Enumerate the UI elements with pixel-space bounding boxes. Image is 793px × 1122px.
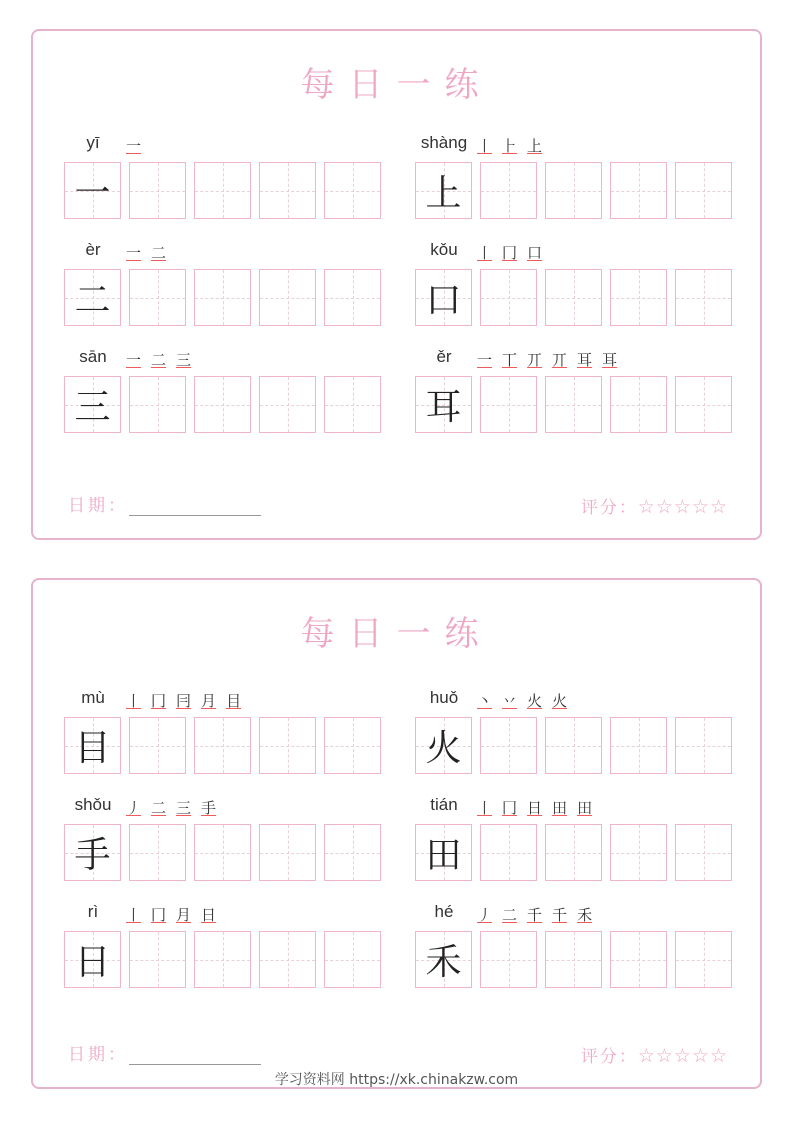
rating-stars[interactable]: ☆☆☆☆☆ [637,1045,728,1067]
writing-grid-row [415,824,732,881]
practice-box[interactable] [545,162,602,219]
practice-item [64,236,384,336]
date-field[interactable] [129,515,261,516]
card-title: 每日一练 [300,65,493,105]
model-character-box [64,376,121,433]
practice-box[interactable] [194,269,251,326]
practice-item [64,791,384,891]
stroke-step: 日 [527,798,543,817]
stroke-step: 一 [126,243,142,262]
model-character: 二 [74,280,111,321]
score-area [581,1042,728,1067]
practice-item [415,791,735,891]
stroke-step: 耳 [602,350,618,369]
date-label: 日期： [68,496,128,516]
practice-box[interactable] [610,376,667,433]
model-character: 耳 [425,387,462,428]
model-character-box [415,376,472,433]
writing-grid-row [64,931,381,988]
model-character-box [415,717,472,774]
stroke-step: 火 [552,691,568,710]
score-label: 评分： [580,1047,638,1067]
practice-box[interactable] [480,824,537,881]
practice-box[interactable] [675,717,732,774]
practice-item [64,343,384,443]
practice-box[interactable] [259,824,316,881]
pinyin-label: huǒ [429,688,459,707]
practice-box[interactable] [480,162,537,219]
stroke-step: ⺊ [502,136,518,155]
stroke-order [126,345,191,373]
practice-item [415,343,735,443]
practice-item [64,898,384,998]
stroke-step: 丨 [477,243,493,262]
model-character: 手 [74,835,111,876]
practice-box[interactable] [324,162,381,219]
stroke-order [477,131,542,159]
practice-box[interactable] [545,931,602,988]
stroke-step: 丶 [477,691,493,710]
practice-box[interactable] [194,824,251,881]
stroke-step: 耳 [577,350,593,369]
pinyin-label: shàng [420,133,468,152]
model-character-box [64,717,121,774]
model-character-box [415,931,472,988]
stroke-step: 三 [176,798,192,817]
practice-item [415,129,735,229]
stroke-step: 二 [151,243,167,262]
model-character-box [415,269,472,326]
practice-box[interactable] [324,824,381,881]
stroke-step: 二 [151,798,167,817]
practice-box[interactable] [194,162,251,219]
stroke-order [126,900,216,928]
rating-stars[interactable]: ☆☆☆☆☆ [637,496,728,518]
writing-grid-row [64,162,381,219]
stroke-step: 一 [126,136,142,155]
practice-item [64,129,384,229]
practice-box[interactable] [259,717,316,774]
practice-box[interactable] [610,717,667,774]
practice-box[interactable] [675,162,732,219]
practice-box[interactable] [610,269,667,326]
stroke-step: 田 [552,798,568,817]
stroke-step: 月 [176,905,192,924]
stroke-step: 冂 [151,691,167,710]
practice-item [415,898,735,998]
writing-grid-row [415,269,732,326]
stroke-step: 丿 [126,798,142,817]
practice-box[interactable] [324,376,381,433]
practice-box[interactable] [610,824,667,881]
writing-grid-row [64,269,381,326]
stroke-step: 口 [527,243,543,262]
model-character-box [415,824,472,881]
stroke-step: 三 [176,350,192,369]
model-character: 目 [74,728,111,769]
practice-box[interactable] [675,376,732,433]
practice-box[interactable] [194,376,251,433]
pinyin-label: yī [86,133,100,152]
practice-card-2 [31,578,762,1089]
stroke-step: 冂 [502,243,518,262]
stroke-step: 丨 [477,136,493,155]
practice-box[interactable] [259,162,316,219]
practice-box[interactable] [480,376,537,433]
stroke-step: 冂 [151,905,167,924]
stroke-step: 丌 [552,350,568,369]
footer-text: 学习资料网 https://xk.chinakzw.com [274,1072,519,1088]
stroke-order [126,238,166,266]
stroke-step: 丨 [126,905,142,924]
pinyin-label: hé [434,902,454,921]
model-character: 禾 [425,942,462,983]
practice-box[interactable] [480,269,537,326]
practice-box[interactable] [129,376,186,433]
stroke-step: 二 [502,905,518,924]
stroke-step: 火 [527,691,543,710]
stroke-order [126,793,216,821]
stroke-step: 一 [477,350,493,369]
pinyin-label: tián [430,795,458,814]
stroke-step: 丨 [126,691,142,710]
pinyin-label: ěr [436,347,452,366]
practice-box[interactable] [129,824,186,881]
practice-box[interactable] [675,269,732,326]
model-character-box [64,162,121,219]
pinyin-label: sān [79,347,107,366]
model-character: 口 [425,280,462,321]
model-character-box [64,269,121,326]
stroke-step: 丿 [477,905,493,924]
writing-grid-row [415,717,732,774]
score-label: 评分： [580,498,638,518]
stroke-order [126,686,241,714]
practice-box[interactable] [129,162,186,219]
writing-grid-row [415,162,732,219]
practice-box[interactable] [610,931,667,988]
pinyin-label: shǒu [74,795,112,814]
stroke-order [477,686,567,714]
practice-box[interactable] [324,269,381,326]
pinyin-label: kǒu [430,240,458,259]
stroke-step: 丌 [527,350,543,369]
practice-box[interactable] [194,931,251,988]
model-character-box [64,824,121,881]
practice-box[interactable] [610,162,667,219]
writing-grid-row [64,717,381,774]
practice-box[interactable] [259,269,316,326]
writing-grid-row [64,824,381,881]
practice-box[interactable] [480,931,537,988]
stroke-step: 田 [577,798,593,817]
stroke-step: 冂 [502,798,518,817]
practice-box[interactable] [545,824,602,881]
stroke-step: 丷 [502,691,518,710]
writing-grid-row [415,376,732,433]
practice-box[interactable] [194,717,251,774]
stroke-step: 禾 [577,905,593,924]
pinyin-label: rì [87,902,99,921]
practice-box[interactable] [259,931,316,988]
practice-item [64,684,384,784]
stroke-step: 手 [201,798,217,817]
model-character: 三 [74,387,111,428]
date-field[interactable] [129,1064,261,1065]
practice-box[interactable] [675,824,732,881]
stroke-step: 丅 [502,350,518,369]
stroke-step: 一 [126,350,142,369]
practice-box[interactable] [324,931,381,988]
stroke-step: 冃 [176,691,192,710]
model-character-box [415,162,472,219]
stroke-step: 千 [527,905,543,924]
stroke-step: 上 [527,136,543,155]
model-character: 上 [425,173,462,214]
practice-item [415,684,735,784]
model-character: 一 [74,173,111,214]
stroke-order [477,345,617,373]
model-character: 日 [74,942,111,983]
model-character-box [64,931,121,988]
stroke-step: 日 [201,905,217,924]
model-character: 火 [425,728,462,769]
practice-box[interactable] [545,717,602,774]
pinyin-label: mù [81,688,105,707]
stroke-step: 丨 [477,798,493,817]
stroke-order [477,900,592,928]
practice-card-1 [31,29,762,540]
stroke-order [477,793,592,821]
card-title: 每日一练 [300,614,493,654]
practice-item [415,236,735,336]
practice-box[interactable] [259,376,316,433]
stroke-order [126,131,141,159]
stroke-step: 目 [226,691,242,710]
writing-grid-row [64,376,381,433]
practice-box[interactable] [675,931,732,988]
model-character: 田 [425,835,462,876]
practice-box[interactable] [545,376,602,433]
practice-box[interactable] [545,269,602,326]
pinyin-label: èr [85,240,101,259]
score-area [581,493,728,518]
practice-box[interactable] [129,931,186,988]
practice-box[interactable] [129,269,186,326]
practice-box[interactable] [480,717,537,774]
practice-box[interactable] [129,717,186,774]
stroke-order [477,238,542,266]
stroke-step: 二 [151,350,167,369]
writing-grid-row [415,931,732,988]
practice-box[interactable] [324,717,381,774]
date-label: 日期： [68,1045,128,1065]
stroke-step: 月 [201,691,217,710]
stroke-step: 千 [552,905,568,924]
